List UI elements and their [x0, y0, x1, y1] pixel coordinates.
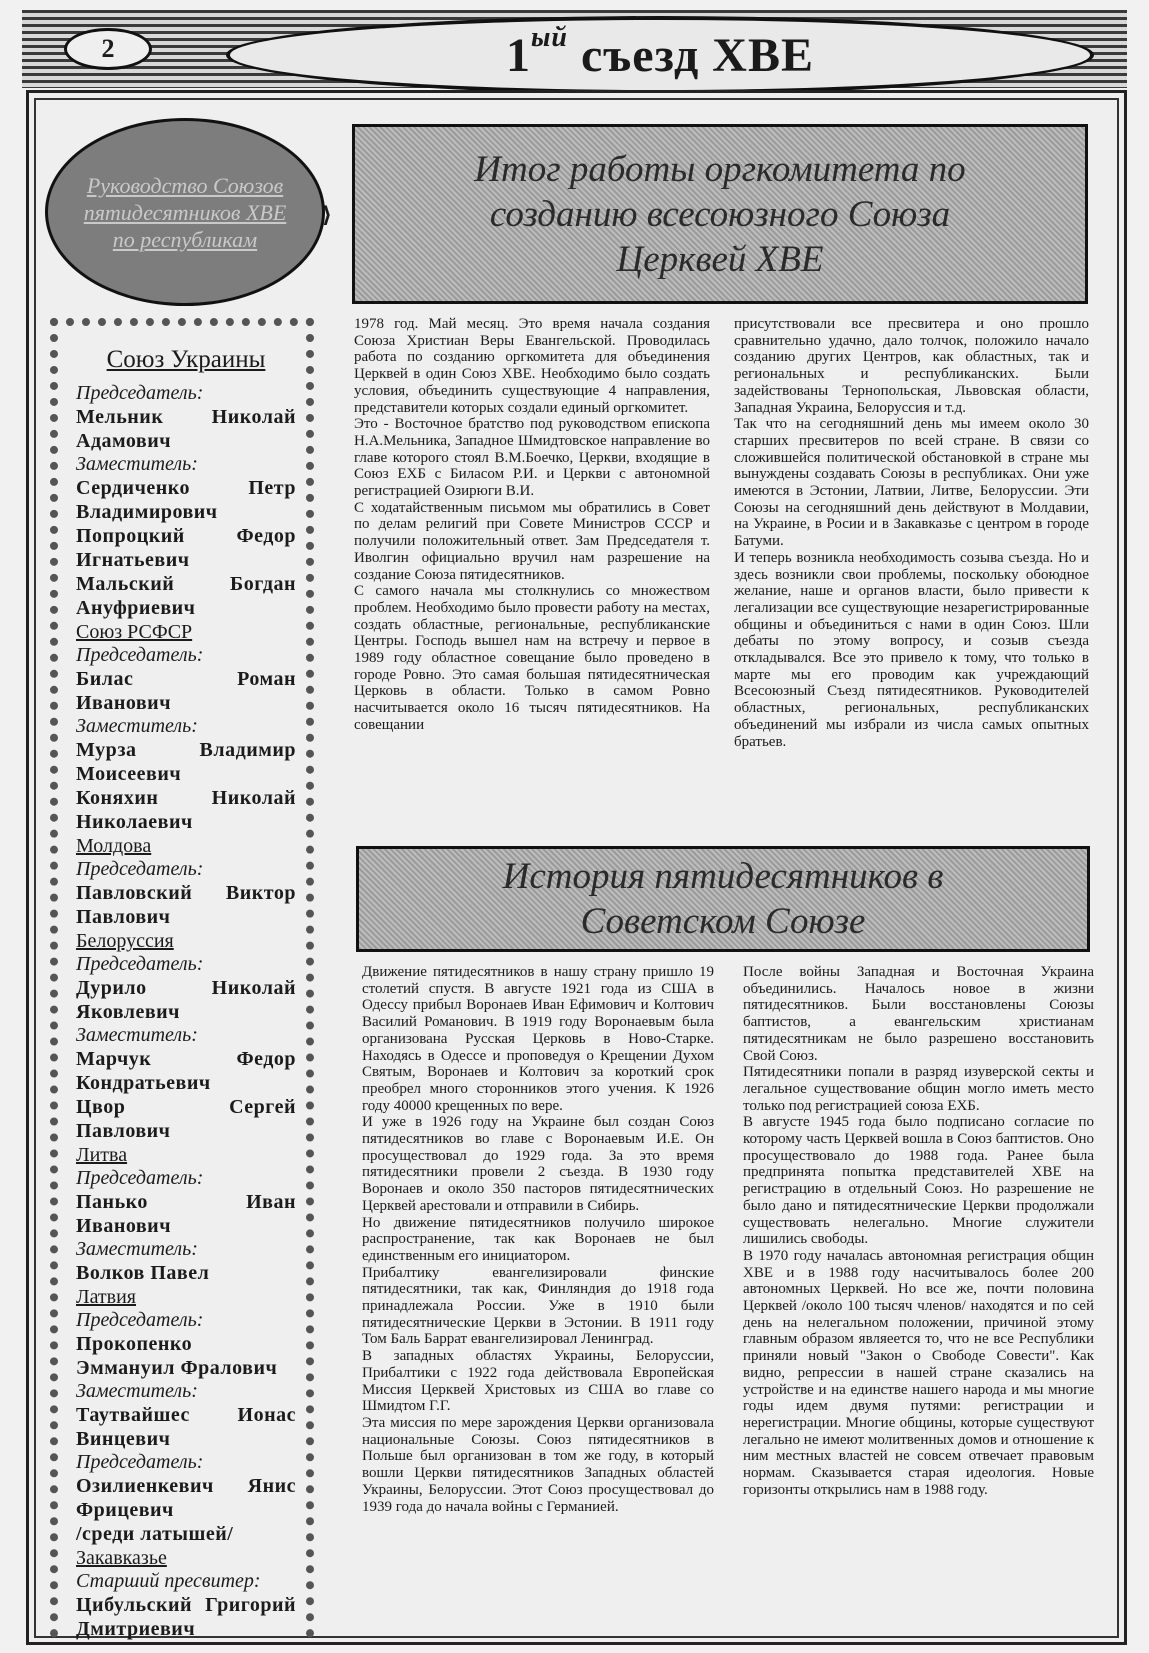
paragraph: 1978 год. Май месяц. Это время начала создания Союза Христиан Веры Евангельской. Проводилась работа по созданию оргкомитета для объединения Церквей в один Союз ХВЕ. Необходимо было создать условия, объединить существующие 4 направления, представители которых создали единый оргкомитет.	[354, 316, 710, 416]
paragraph: И теперь возникла необходимость созыва съезда. Но и здесь возникли свои проблемы, поскольку обоюдное желание, наше и органов власти, было привести к легализации все существующие незарегистрированные общины и объединиться с нами в один Союз. Шли дебаты по этому вопросу, и созыв съезда откладывался. Все это привело к тому, что только в марте мы его проводим как учреждающий Всесоюзный Съезд пятидесятников. Руководителей областных, региональных, республиканских объединений мы избрали из числа самых опытных братьев.	[734, 549, 1089, 750]
leader-name: Панько Иван Иванович	[76, 1191, 296, 1237]
region-heading: Белоруссия	[76, 930, 174, 952]
leadership-sidebar	[50, 318, 314, 1638]
role-label: Заместитель:	[76, 1380, 198, 1402]
paragraph: В 1970 году началась автономная регистрация общин ХВЕ и в 1988 году насчитывалось более 200 автономных Церквей. Но все же, почти половина Церквей /около 100 тысяч членов/ находятся и по сей день на нелегальном положении, причиной этому главным образом являеется то, что не все Республики приняли новый "Закон о Свободе Совести". Как видно, репрессии в нашей стране сказались на устройстве и на единстве нашего народа и мы многие годы идем двумя путями: регистрации и нерегистрации. Многие общины, которые существуют легально не имеют молитвенных домов и отношение к ним местных властей не совсем отвечает правовым нормам. Сказывается старая идеология. Новые горизонты открылись нам в 1988 году.	[743, 1247, 1094, 1498]
title-number: 1	[506, 28, 531, 82]
title-text: съезд ХВЕ	[581, 28, 814, 82]
paragraph: Но движение пятидесятников получило широкое распространение, так как Воронаев не был единственным его инициатором.	[362, 1214, 714, 1264]
article2-column-1	[362, 964, 714, 1515]
paragraph: Прибалтику евангелизировали финские пятидесятники, так как, Финляндия до 1918 года принадлежала России. Уже в 1910 были пятидесятнические Церкви в Эстонии. В 1911 году Том Баль Баррат евангелизировал Ленинград.	[362, 1264, 714, 1348]
masthead-title	[226, 16, 1094, 94]
paragraph: С самого начала мы столкнулись со множеством проблем. Необходимо было провести работу на местах, создать областные, региональные, республиканские Центры. Господь вышел нам на встречу и первое в 1989 году областное совещание было проведено в городе Ровно. Это самая большая пятидесятническая Церковь в области. Только в самом Ровно насчитывается около 16 тысяч пятидесятников. На совещании	[354, 583, 710, 733]
paragraph: После войны Западная и Восточная Украина объединились. Началось новое в жизни пятидесятников. Были восстановлены Союзы баптистов, а евангельским христианам пятидесятникам не было разрешено восстановить Свой Союз.	[743, 964, 1094, 1064]
region-heading: Молдова	[76, 835, 152, 857]
role-label: Председатель:	[76, 382, 204, 404]
article1-column-2	[734, 316, 1089, 750]
leader-name: Билас Роман Иванович	[76, 668, 296, 714]
leader-name: Мальский Богдан Ануфриевич	[76, 573, 296, 619]
region-heading: Закавказье	[76, 1547, 167, 1569]
leader-name: /среди латышей/	[76, 1523, 234, 1545]
article1-column-1	[354, 316, 710, 734]
title-superscript: ый	[531, 21, 568, 53]
leader-name: Дурило Николай Яковлевич	[76, 977, 296, 1023]
leader-name: Мурза Владимир Моисеевич	[76, 739, 296, 785]
role-label: Председатель:	[76, 1309, 204, 1331]
paragraph: В западных областях Украины, Белоруссии, Прибалтики с 1922 года действовала Европейская Миссия Церквей Христовых из США во главе со Шмидтом Г.Г.	[362, 1348, 714, 1415]
role-label: Заместитель:	[76, 453, 198, 475]
leader-name: Цибульский Григорий Дмитриевич	[76, 1594, 296, 1640]
leadership-oval: Руководство Союзов пятидесятников ХВЕ по республикам	[45, 118, 325, 306]
article1-heading-box	[352, 124, 1088, 304]
arrow-mark: ⟩	[322, 202, 333, 227]
role-label: Старший пресвитер:	[76, 1570, 261, 1592]
paragraph: С ходатайственным письмом мы обратились в Совет по делам религий при Совете Министров СССР и получили положительный ответ. Зам Председателя т. Иволгин официально вручил нам разрешение на создание Союза пятидесятников.	[354, 499, 710, 583]
paragraph: Движение пятидесятников в нашу страну пришло 19 столетий спустя. В августе 1921 года из США в Одессу прибыл Воронаев Иван Ефимович и Колтович Василий Романович. В 1919 году Воронаевым была организована Русская Церковь в Ново-Старке. Находясь в Одессе и проповедуя о Крещении Духом Святым, Воронаев и Колтович за короткий срок преобрел много сторонников этого учения. К 1926 году 40000 крещенных по вере.	[362, 964, 714, 1114]
paragraph: Пятидесятники попали в разряд изуверской секты и легальное существование общин могло иметь место только под регистрацией союза ЕХБ.	[743, 1064, 1094, 1114]
leader-name: Попроцкий Федор Игнатьевич	[76, 525, 296, 571]
paragraph: присутствовали все пресвитера и оно прошло сравнительно удачно, дало толчок, положило начало созданию других Центров, как областных, так и региональных и республиканских. Были задействованы Тернопольская, Львовская области, Западная Украина, Белоруссия и т.д.	[734, 316, 1089, 416]
article2-column-2	[743, 964, 1094, 1499]
paragraph: В августе 1945 года было подписано согласие по которому часть Церквей вошла в Союз баптистов. Оно просуществовало до 1988 года. Ранее была предпринята попытка представителей ХВЕ на регистрацию в отдельный Союз. Но разрешение не было дано и пятидесятнические Церкви продолжали существовать нелегально. Многие служители лишились свободы.	[743, 1114, 1094, 1248]
leader-name: Павловский Виктор Павлович	[76, 882, 296, 928]
role-label: Заместитель:	[76, 1238, 198, 1260]
leader-name: Сердиченко Петр Владимирович	[76, 477, 296, 523]
leader-name: Марчук Федор Кондратьевич	[76, 1048, 296, 1094]
role-label: Председатель:	[76, 1451, 204, 1473]
role-label: Председатель:	[76, 858, 204, 880]
region-heading: Латвия	[76, 1286, 137, 1308]
paragraph: Так что на сегодняшний день мы имеем около 30 старших пресвитеров по всей стране. В связи со сложившейся политической обстановкой в стране мы вынуждены создавать Союзы в республиках. Они уже имеются в Эстонии, Латвии, Литве, Белоруссии. Эти Союзы на сегодняшний день действуют в Молдавии, на Украине, в Росии и в Закавказье с центром в городе Батуми.	[734, 416, 1089, 550]
leader-name: Таутвайшес Ионас Винцевич	[76, 1404, 296, 1450]
region-heading: Литва	[76, 1144, 128, 1166]
role-label: Председатель:	[76, 1167, 204, 1189]
leader-name: Цвор Сергей Павлович	[76, 1096, 296, 1142]
leadership-list	[76, 382, 296, 1641]
article1-heading: Итог работы оргкомитета по созданию всесоюзного Союза Церквей ХВЕ	[474, 148, 966, 280]
role-label: Заместитель:	[76, 1024, 198, 1046]
article2-heading-box	[356, 846, 1090, 952]
leader-name: Коняхин Николай Николаевич	[76, 787, 296, 833]
paragraph: Эта миссия по мере зарождения Церкви организовала национальные Союзы. Союз пятидесятников в Польше был организован в том же году, в который вошли Церкви пятидесятников Западных областей Украины, Белоруссии. Этот Союз просуществовал до 1939 года до начала войны с Германией.	[362, 1414, 714, 1515]
leader-name: Прокопенко Эммануил Фралович	[76, 1333, 278, 1379]
leader-name: Волков Павел	[76, 1262, 210, 1284]
paragraph: Это - Восточное братство под руководством епископа Н.А.Мельника, Западное Шмидтовское направление во главе которого стоял В.М.Боечко, Церкви, входящие в Союз ЕХБ с Биласом Р.И. и Церкви с автономной регистрацией Озирюги В.И.	[354, 416, 710, 500]
leader-name: Мельник Николай Адамович	[76, 406, 296, 452]
role-label: Председатель:	[76, 953, 204, 975]
union-title: Союз Украины	[106, 346, 266, 373]
leader-name: Озилиенкевич Янис Фрицевич	[76, 1475, 296, 1521]
page-number: 2	[64, 28, 152, 70]
article2-heading: История пятидесятников в Советском Союзе	[502, 856, 944, 942]
region-heading: Союз РСФСР	[76, 621, 193, 643]
paragraph: И уже в 1926 году на Украине был создан Союз пятидесятников во главе с Воронаевым И.Е. Он просуществовал до 1929 года. За это время пятидесятники провели 2 съезда. В 1930 году Воронаев и около 350 пасторов пятидесятнических Церквей арестовали и отправили в Сибирь.	[362, 1114, 714, 1214]
role-label: Председатель:	[76, 644, 204, 666]
role-label: Заместитель:	[76, 715, 198, 737]
